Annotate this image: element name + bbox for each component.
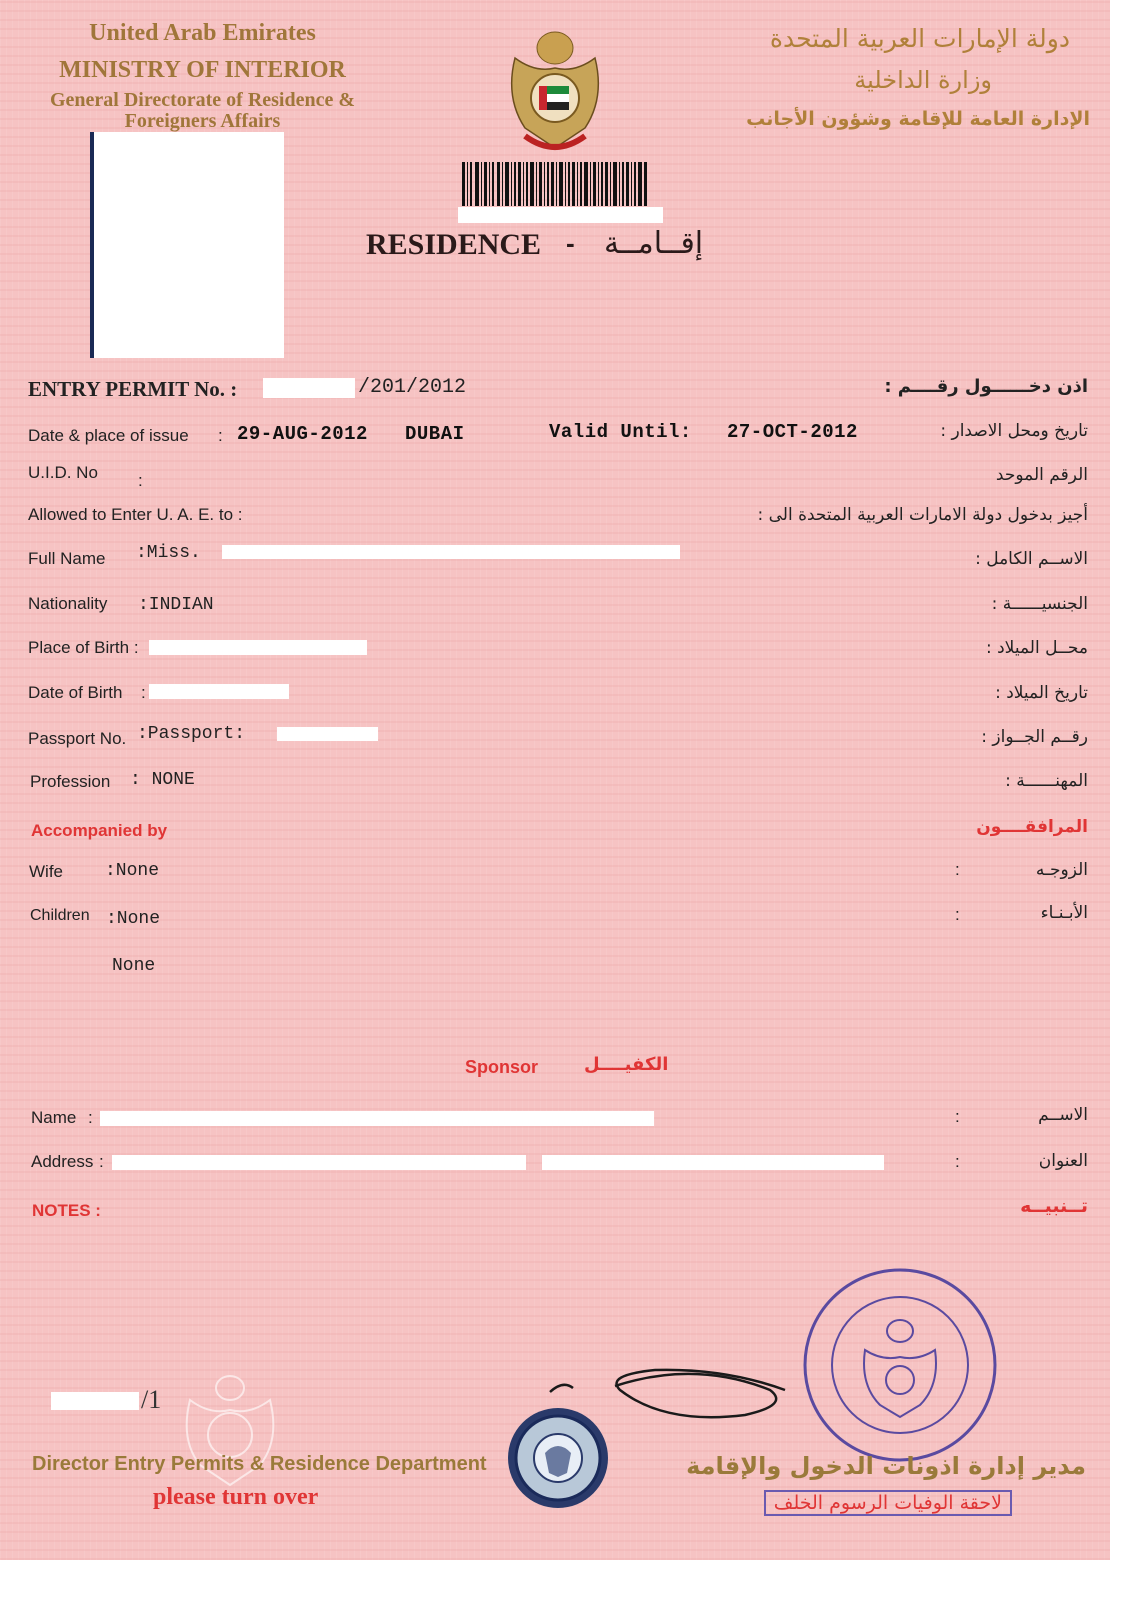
children-value-2: None	[112, 956, 156, 976]
redaction-sponsor-address-1	[112, 1155, 526, 1170]
uid-label: U.I.D. No	[28, 463, 98, 482]
nationality-value: :INDIAN	[138, 595, 214, 615]
turn-over-ar: لاحقة الوفيات الرسوم الخلف	[764, 1490, 1012, 1516]
date-of-birth-label: Date of Birth	[28, 683, 123, 702]
directorate-en-2: Foreigners Affairs	[124, 110, 281, 132]
full-name-label-ar: الاســم الكامل :	[975, 549, 1088, 569]
entry-permit-label-ar: اذن دخــــــول رقــــم :	[884, 376, 1088, 397]
full-name-label: Full Name	[28, 549, 106, 568]
wife-label-ar: الزوجـه	[1035, 860, 1088, 880]
uid-colon: :	[138, 471, 143, 490]
sponsor-name-colon-ar: :	[955, 1107, 960, 1126]
notes-label-ar: تــنبيــه	[1020, 1195, 1088, 1217]
directorate-ar: الإدارة العامة للإقامة وشؤون الأجانب	[746, 108, 1090, 130]
redaction-permit-number	[263, 378, 355, 398]
profession-label: Profession	[30, 772, 111, 791]
sponsor-address-colon: :	[99, 1152, 104, 1171]
ministry-en: MINISTRY OF INTERIOR	[59, 57, 346, 83]
valid-until-label: Valid Until:	[549, 421, 692, 443]
accompanied-label-ar: المرافقــــون	[976, 817, 1088, 837]
passport-value: :Passport:	[137, 724, 246, 744]
barcode-icon	[462, 160, 650, 208]
valid-until-date: 27-OCT-2012	[727, 421, 858, 443]
ref-number: /1	[141, 1385, 162, 1414]
full-name-value: :Miss.	[136, 543, 201, 563]
director-en: Director Entry Permits & Residence Department	[32, 1453, 487, 1475]
title-en: RESIDENCE	[366, 228, 542, 261]
photo-redacted	[90, 132, 284, 358]
country-en: United Arab Emirates	[89, 20, 316, 46]
wife-label: Wife	[29, 862, 63, 881]
passport-label: Passport No.	[28, 729, 127, 748]
director-ar: مدير إدارة اذونات الدخول والإقامة	[686, 1452, 1086, 1480]
please-turn-over: please turn over	[153, 1484, 319, 1510]
sponsor-label-ar: الكفيــــل	[584, 1054, 669, 1075]
issue-label: Date & place of issue	[28, 426, 189, 445]
redaction-place-of-birth	[149, 640, 367, 655]
issue-label-ar: تاريخ ومحل الاصدار :	[940, 421, 1088, 441]
wife-value: :None	[105, 861, 160, 881]
entry-permit-value: /201/2012	[358, 376, 467, 399]
nationality-label-ar: الجنسيــــــة :	[991, 594, 1088, 614]
official-stamp-icon	[800, 1265, 1000, 1465]
accompanied-label: Accompanied by	[31, 821, 168, 840]
date-of-birth-label-ar: تاريخ الميلاد :	[995, 683, 1088, 703]
passport-label-ar: رقــم الجــواز :	[981, 727, 1088, 747]
place-of-birth-label-ar: محــل الميلاد :	[985, 638, 1088, 658]
sponsor-address-label-ar: العنوان	[1038, 1151, 1088, 1171]
children-colon: :	[955, 905, 960, 924]
issue-place: DUBAI	[405, 423, 465, 445]
issue-colon: :	[218, 426, 223, 445]
redaction-sponsor-address-2	[542, 1155, 884, 1170]
sponsor-name-label: Name	[31, 1108, 77, 1127]
place-of-birth-label: Place of Birth :	[28, 638, 139, 657]
redaction-ref	[51, 1392, 139, 1410]
children-label-ar: الأبـنـاء	[1040, 903, 1088, 923]
issue-date: 29-AUG-2012	[237, 423, 368, 445]
allowed-label: Allowed to Enter U. A. E. to :	[28, 505, 243, 524]
title-separator: -	[566, 228, 575, 258]
hologram-seal-icon	[505, 1405, 611, 1511]
uid-label-ar: الرقم الموحد	[995, 465, 1088, 485]
sponsor-name-label-ar: الاســم	[1038, 1105, 1088, 1125]
redaction-barcode-number	[458, 207, 663, 223]
children-label: Children	[30, 907, 90, 924]
sponsor-address-colon-ar: :	[955, 1152, 960, 1171]
redaction-passport	[277, 727, 378, 741]
nationality-label: Nationality	[28, 594, 108, 613]
date-of-birth-colon: :	[141, 683, 146, 702]
children-value: :None	[106, 909, 161, 929]
ministry-ar: وزارة الداخلية	[854, 66, 992, 94]
allowed-label-ar: أجيز بدخول دولة الامارات العربية المتحدة الى :	[757, 505, 1088, 525]
profession-label-ar: المهنــــــة :	[1005, 771, 1088, 791]
directorate-en-1: General Directorate of Residence &	[49, 89, 356, 111]
redaction-sponsor-name	[100, 1111, 654, 1126]
profession-value: : NONE	[130, 770, 195, 790]
wife-colon: :	[955, 860, 960, 879]
redaction-full-name	[222, 545, 680, 559]
title-ar: إقــامــة	[604, 226, 704, 261]
sponsor-label: Sponsor	[465, 1057, 539, 1077]
sponsor-name-colon: :	[88, 1108, 93, 1127]
sponsor-address-label: Address	[31, 1152, 94, 1171]
country-ar: دولة الإمارات العربية المتحدة	[769, 24, 1070, 53]
uae-emblem-icon	[495, 18, 615, 158]
entry-permit-label: ENTRY PERMIT No. :	[28, 377, 238, 401]
notes-label: NOTES :	[32, 1201, 101, 1220]
redaction-date-of-birth	[149, 684, 289, 699]
